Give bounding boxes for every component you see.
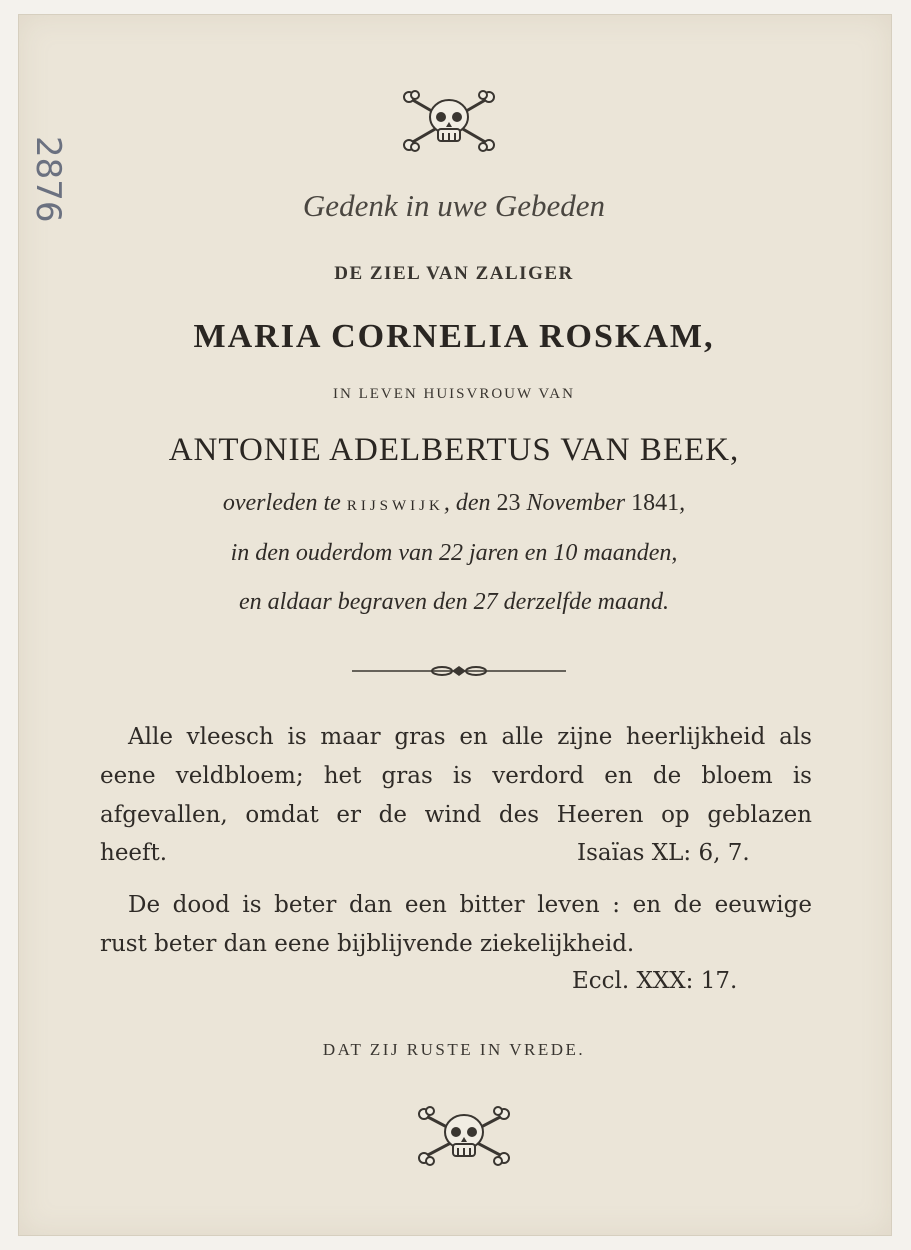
- verse2-reference: Eccl. XXX: 17.: [572, 968, 738, 994]
- death-text-1: overleden te: [222, 490, 347, 516]
- inventory-number: 2876: [28, 136, 68, 223]
- closing-line: DAT ZIJ RUSTE IN VREDE.: [322, 1040, 586, 1059]
- deceased-name: MARIA CORNELIA ROSKAM,: [193, 318, 715, 355]
- verse1-reference: Isaïas XL: 6, 7.: [577, 840, 750, 866]
- death-place: RIJSWIJK: [346, 498, 444, 514]
- verse1-line-2: eene veldbloem; het gras is verdord en de bloem is: [100, 763, 812, 789]
- card-subheader: DE ZIEL VAN ZALIGER: [334, 263, 574, 284]
- husband-name: ANTONIE ADELBERTUS VAN BEEK,: [168, 432, 740, 468]
- death-day: 23: [496, 490, 521, 516]
- card-header: Gedenk in uwe Gebeden: [302, 188, 606, 223]
- verse1-line-1: Alle vleesch is maar gras en alle zijne heerlijkheid als: [128, 724, 812, 750]
- verse1-line-3: afgevallen, omdat er de wind des Heeren op geblazen: [100, 802, 812, 828]
- relation-line: IN LEVEN HUISVROUW VAN: [333, 386, 575, 402]
- verse2-line-1: De dood is beter dan een bitter leven : en de eeuwige: [128, 892, 812, 918]
- verse1-last-line: heeft.: [100, 840, 168, 866]
- scripture-verse-2: [100, 886, 812, 964]
- age-line: in den ouderdom van 22 jaren en 10 maanden,: [230, 540, 678, 566]
- skull-crossbones-icon: [412, 1104, 516, 1168]
- burial-line: en aldaar begraven den 27 derzelfde maand.: [239, 589, 669, 615]
- death-text-4: ,: [679, 490, 686, 516]
- skull-crossbones-icon: [397, 89, 501, 153]
- death-text-3: November: [520, 490, 632, 516]
- verse2-line-2: rust beter dan eene bijblijvende ziekelijkheid.: [100, 931, 635, 957]
- death-text-2: , den: [443, 490, 497, 516]
- scripture-verse-1: [100, 718, 812, 835]
- ornamental-divider: [352, 662, 566, 680]
- death-year: 1841: [631, 490, 680, 516]
- death-line: [18, 490, 890, 517]
